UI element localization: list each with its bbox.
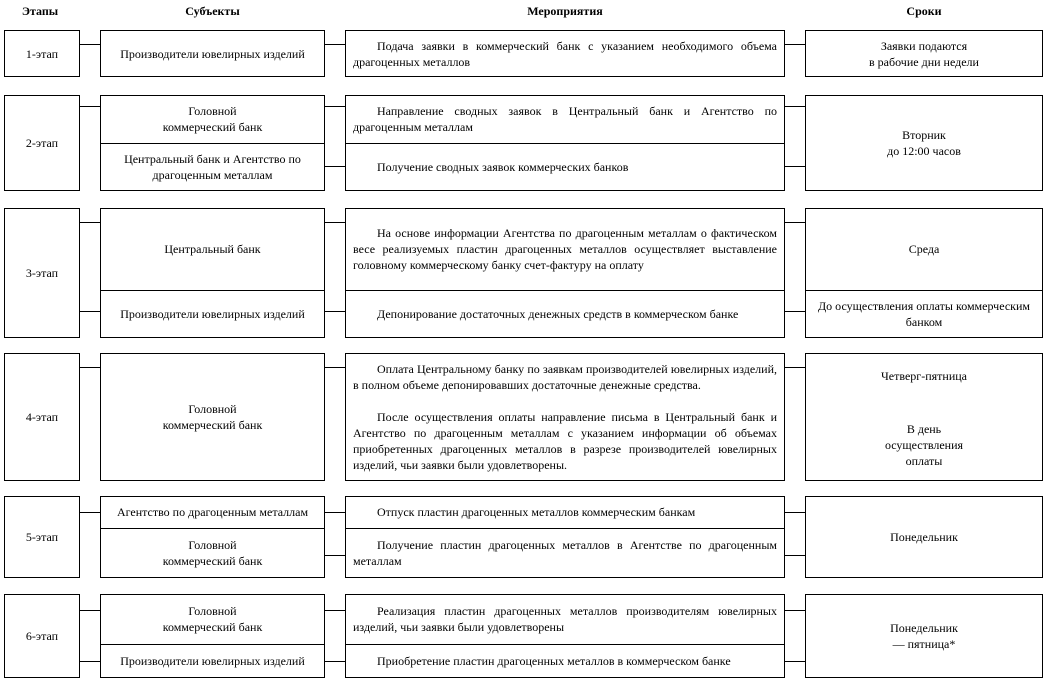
stage-3-deadline-1: Среда [908, 242, 940, 256]
header-activities: Мероприятия [527, 4, 603, 18]
connector [325, 367, 345, 368]
stage-1-activity-1: Подача заявки в коммерческий банк с указанием необходимого объема драгоценных металлов [353, 38, 777, 69]
stage-5-label: 5-этап [25, 530, 59, 544]
connector [785, 610, 805, 611]
stage-1-label: 1-этап [25, 46, 59, 61]
connector [325, 512, 345, 513]
stage-2-label: 2-этап [25, 136, 59, 150]
stage-5-subject-2: Головной коммерческий банк [162, 538, 263, 568]
stage-5-activity-2: Получение пластин драгоценных металлов в Агентстве по драгоценным металлам [353, 538, 777, 568]
stage-2-subject-2: Центральный банк и Агентство по драгоценным металлам [124, 152, 301, 182]
connector [80, 106, 100, 107]
connector [80, 661, 100, 662]
stage-5-activity-1: Отпуск пластин драгоценных металлов коммерческим банкам [377, 505, 696, 519]
stage-3-subject-1: Центральный банк [164, 242, 261, 256]
connector [785, 512, 805, 513]
stage-2-deadline: Вторник до 12:00 часов [887, 128, 961, 158]
stage-5-deadline: Понедельник [890, 530, 958, 544]
connector [785, 311, 805, 312]
connector [325, 166, 345, 167]
connector [325, 610, 345, 611]
connector [80, 222, 100, 223]
connector [80, 610, 100, 611]
connector [785, 106, 805, 107]
header-deadlines: Сроки [906, 4, 942, 18]
stage-1-subject-1: Производители ювелирных изделий [120, 46, 305, 61]
stage-6-subject-1: Головной коммерческий банк [162, 604, 263, 634]
connector [785, 44, 805, 45]
connector [325, 44, 345, 45]
stage-3-activity-2: Депонирование достаточных денежных средств в коммерческом банке [377, 307, 739, 321]
stage-4-label: 4-этап [25, 410, 59, 424]
connector [325, 222, 345, 223]
stage-2-activity-2: Получение сводных заявок коммерческих банков [377, 160, 629, 174]
connector [785, 222, 805, 223]
stage-3-deadline-2: До осуществления оплаты коммерческим банком [817, 299, 1031, 329]
connector [80, 44, 100, 45]
stage-3-subject-2: Производители ювелирных изделий [120, 307, 305, 321]
header-subjects: Субъекты [185, 4, 240, 18]
connector [325, 311, 345, 312]
connector [80, 512, 100, 513]
stage-1-deadline: Заявки подаются в рабочие дни недели [869, 38, 979, 69]
connector [80, 367, 100, 368]
connector [325, 661, 345, 662]
stage-4-activities [345, 353, 785, 481]
connector [325, 555, 345, 556]
stage-2-subject-1: Головной коммерческий банк [162, 104, 263, 134]
stage-3-label: 3-этап [25, 266, 59, 280]
stage-6-deadline: Понедельник — пятница* [890, 621, 958, 651]
stage-4-deadline-1: Четверг-пятница [881, 369, 967, 383]
stage-4-subject-1: Головной коммерческий банк [162, 402, 263, 432]
stage-5-subject-1: Агентство по драгоценным металлам [116, 505, 309, 519]
connector [785, 166, 805, 167]
stage-6-label: 6-этап [25, 629, 59, 643]
stage-4-deadline-2: В день осуществления оплаты [884, 422, 964, 468]
connector [785, 661, 805, 662]
connector [325, 106, 345, 107]
connector [785, 367, 805, 368]
stage-3-activity-1: На основе информации Агентства по драгоценным металлам о фактическом весе реализуемых пластин драгоценных металлов осуществляет выставление головному коммерческому банку счет-фактуру на оплату [353, 226, 777, 272]
stage-4-activity-2: После осуществления оплаты направление письма в Центральный банк и Агентство по драгоценным металлам с указанием информации об объемах приобретенных драгоценных металлов в разрезе производителей ювелирных изделий, чьи заявки были удовлетворены. [353, 410, 777, 472]
stage-4-activity-1: Оплата Центральному банку по заявкам производителей ювелирных изделий, в полном объеме депонировавших достаточные денежные средства. [353, 362, 777, 392]
connector [785, 555, 805, 556]
stage-6-subject-2: Производители ювелирных изделий [120, 654, 305, 668]
stage-6-activity-1: Реализация пластин драгоценных металлов производителям ювелирных изделий, чьи заявки были удовлетворены [353, 604, 777, 634]
header-stages: Этапы [21, 4, 59, 18]
stage-6-activity-2: Приобретение пластин драгоценных металлов в коммерческом банке [377, 654, 731, 668]
connector [80, 311, 100, 312]
stage-2-activity-1: Направление сводных заявок в Центральный банк и Агентство по драгоценным металлам [353, 104, 777, 134]
